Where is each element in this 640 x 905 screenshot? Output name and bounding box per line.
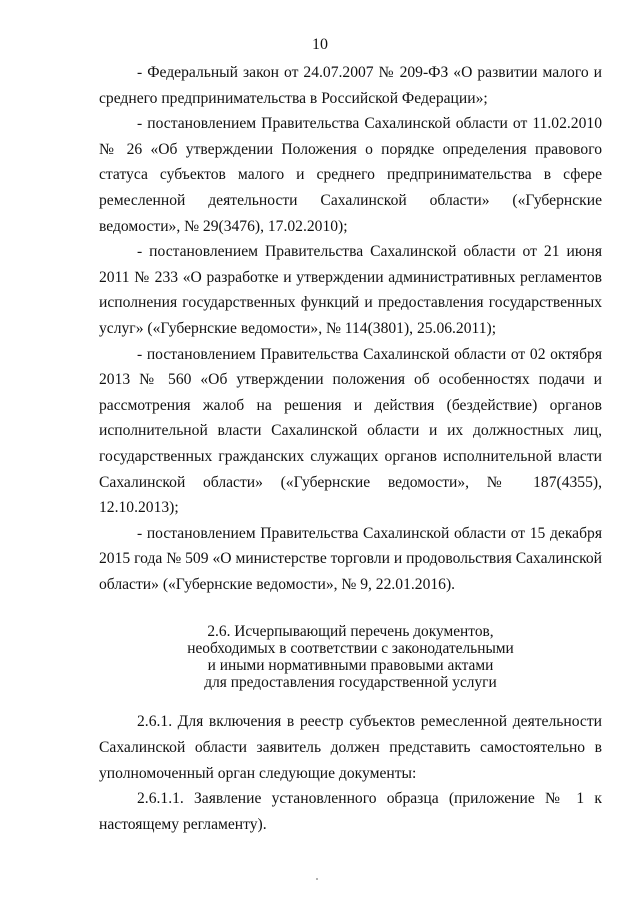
scan-speck xyxy=(316,878,318,880)
list-item-resolution-560: - постановлением Правительства Сахалинской области от 02 октября 2013 № 560 «Об утверждении положения об особенностях подачи и рассмотрения жалоб на решения и действия (бездействие) органов исполнительной власти Сахалинской области и их должностных лиц, государственных гражданских служащих органов исполнительной власти Сахалинской области» («Губернские ведомости», № 187(4355), 12.10.2013); xyxy=(99,345,602,517)
list-item-resolution-26: - постановлением Правительства Сахалинской области от 11.02.2010 № 26 «Об утверждении Положения о порядке определения правового статуса субъектов малого и среднего предпринимательства в сфере ремесленной деятельности Сахалинской области» («Губернские ведомости», № 29(3476), 17.02.2010); xyxy=(99,115,602,235)
page-number: 10 xyxy=(312,36,328,53)
section-heading xyxy=(99,623,602,691)
page-content xyxy=(99,60,602,837)
list-item-resolution-509: - постановлением Правительства Сахалинской области от 15 декабря 2015 года № 509 «О министерстве торговли и продовольствия Сахалинской области» («Губернские ведомости», № 9, 22.01.2016). xyxy=(99,524,602,593)
section-heading-line: необходимых в соответствии с законодательными xyxy=(187,640,514,658)
clause-2-6-1: 2.6.1. Для включения в реестр субъектов ремесленной деятельности Сахалинской области заявитель должен представить самостоятельно в уполномоченный орган следующие документы: xyxy=(99,713,602,782)
section-heading-line: 2.6. Исчерпывающий перечень документов, xyxy=(207,623,494,641)
section-heading-line: и иными нормативными правовыми актами xyxy=(207,657,494,675)
section-heading-line: для предоставления государственной услуги xyxy=(204,674,497,692)
list-item-resolution-233: - постановлением Правительства Сахалинской области от 21 июня 2011 № 233 «О разработке и утверждении административных регламентов исполнения государственных функций и предоставления государственных услуг» («Губернские ведомости», № 114(3801), 25.06.2011); xyxy=(99,243,602,337)
list-item-federal-law: - Федеральный закон от 24.07.2007 № 209-ФЗ «О развитии малого и среднего предпринимательства в Российской Федерации»; xyxy=(99,64,602,107)
clause-2-6-1-1: 2.6.1.1. Заявление установленного образца (приложение № 1 к настоящему регламенту). xyxy=(99,790,602,833)
